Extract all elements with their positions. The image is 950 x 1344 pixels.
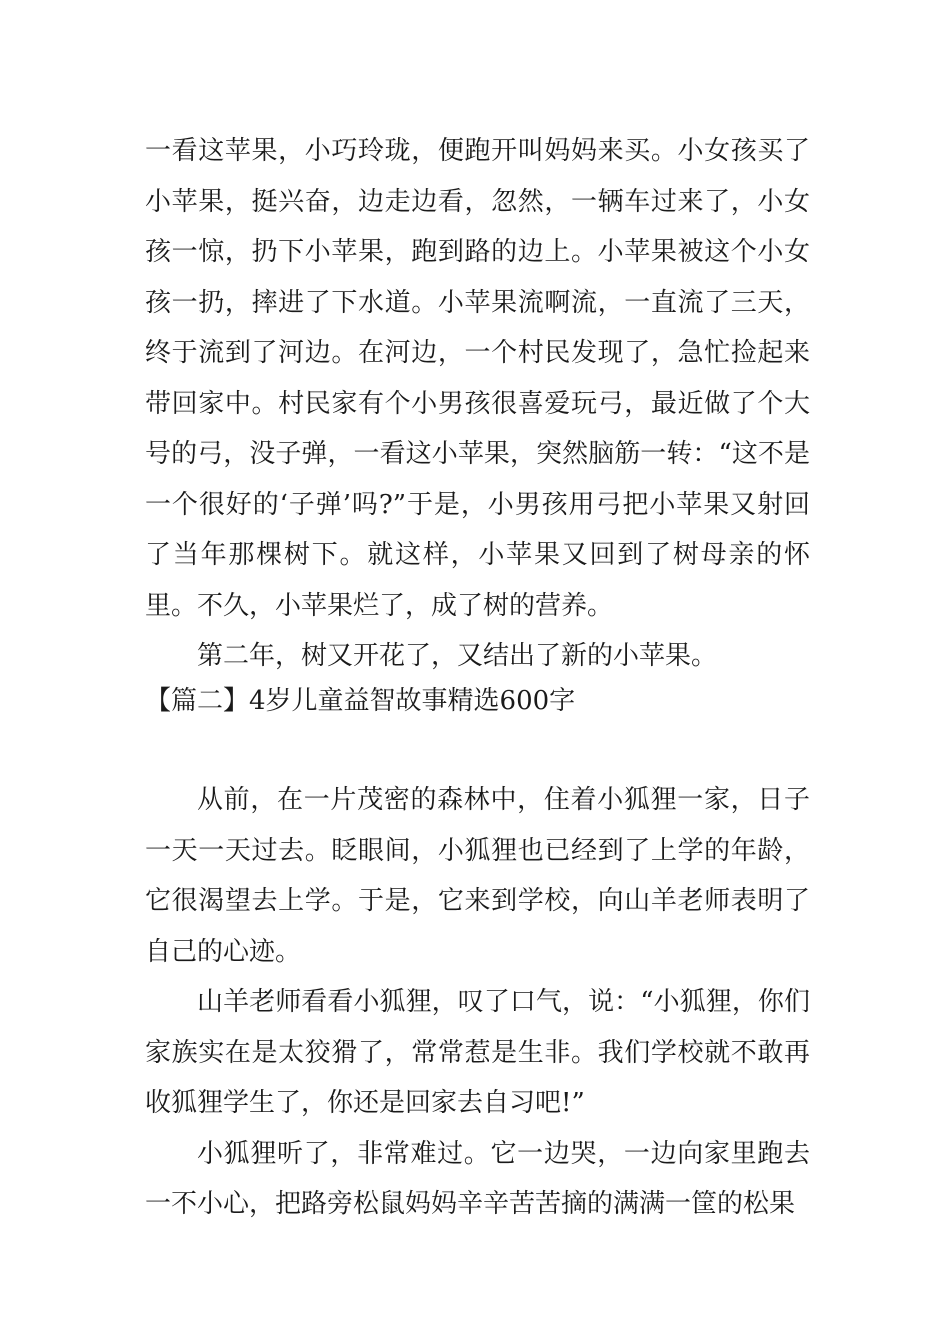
paragraph-goat-teacher: 山羊老师看看小狐狸，叹了口气，说：“小狐狸，你们家族实在是太狡猾了，常常惹是生非。我们学校就不敢再收狐狸学生了，你还是回家去自习吧!” (145, 987, 810, 1118)
section-heading-part-two: 【篇二】4岁儿童益智故事精选600字 (145, 686, 576, 716)
paragraph-second-year: 第二年，树又开花了，又结出了新的小苹果。 (197, 641, 718, 671)
story-part-two (145, 775, 810, 1230)
story-part-one (145, 126, 810, 682)
paragraph-apple-journey: 一看这苹果，小巧玲珑，便跑开叫妈妈来买。小女孩买了小苹果，挺兴奋，边走边看，忽然，一辆车过来了，小女孩一惊，扔下小苹果，跑到路的边上。小苹果被这个小女孩一扔，摔进了下水道。小苹果流啊流，一直流了三天，终于流到了河边。在河边，一个村民发现了，急忙捡起来带回家中。村民家有个小男孩很喜爱玩弓，最近做了个大号的弓，没子弹，一看这小苹果，突然脑筋一转：“这不是一个很好的‘子弹’吗?”于是，小男孩用弓把小苹果又射回了当年那棵树下。就这样，小苹果又回到了树母亲的怀里。不久，小苹果烂了，成了树的营养。 (145, 136, 810, 621)
paragraph-fox-sad: 小狐狸听了，非常难过。它一边哭，一边向家里跑去一不小心，把路旁松鼠妈妈辛辛苦苦摘的满满一筐的松果 (145, 1138, 810, 1219)
paragraph-fox-family: 从前，在一片茂密的森林中，住着小狐狸一家，日子一天一天过去。眨眼间，小狐狸也已经到了上学的年龄，它很渴望去上学。于是，它来到学校，向山羊老师表明了自己的心迹。 (145, 785, 810, 967)
